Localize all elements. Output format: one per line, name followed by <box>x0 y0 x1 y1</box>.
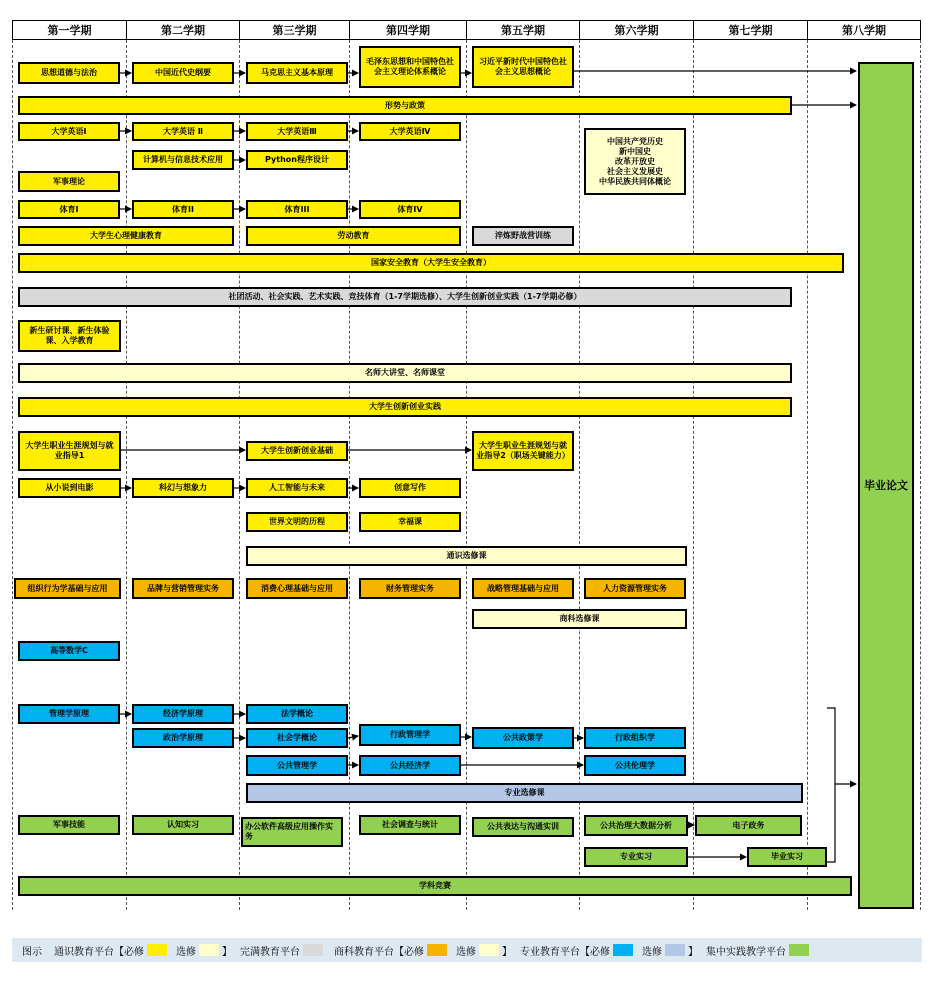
semester-header-6: 第六学期 <box>579 20 694 40</box>
course-brand-marketing: 品牌与营销管理实务 <box>132 578 234 599</box>
course-discipline-contest: 学科竞赛 <box>18 876 852 896</box>
legend-complete: 完满教育平台 <box>240 946 300 958</box>
course-org-behavior: 组织行为学基础与应用 <box>14 578 121 599</box>
course-pe-3: 体育III <box>246 200 348 219</box>
course-pe-1: 体育I <box>18 200 120 219</box>
course-freshman: 新生研讨课、新生体验课、入学教育 <box>18 320 121 352</box>
column-divider <box>126 40 127 910</box>
course-security: 国家安全教育（大学生安全教育） <box>18 253 844 273</box>
course-novel-film: 从小说到电影 <box>18 478 121 498</box>
course-major-elective: 专业选修课 <box>246 783 803 803</box>
legend-business: 商科教育平台【必修 <box>334 946 424 958</box>
legend-label: 图示 <box>22 946 42 958</box>
course-thesis: 毕业论文 <box>858 62 914 909</box>
course-computer: 计算机与信息技术应用 <box>132 150 234 170</box>
course-strategy-mgmt: 战略管理基础与应用 <box>472 578 574 599</box>
legend-swatch-major-elective <box>665 944 685 956</box>
column-divider <box>466 40 467 910</box>
legend-swatch-business-elective <box>479 944 499 956</box>
semester-header-3: 第三学期 <box>239 20 350 40</box>
course-econ-principles: 经济学原理 <box>132 704 234 724</box>
course-grad-intern: 毕业实习 <box>747 847 827 867</box>
course-math-c: 高等数学C <box>18 641 120 661</box>
legend-swatch-general-required <box>147 944 167 956</box>
legend-swatch-complete <box>303 944 323 956</box>
legend-elective-label: 选修 <box>176 946 196 958</box>
semester-header-5: 第五学期 <box>466 20 580 40</box>
semester-header-1: 第一学期 <box>12 20 127 40</box>
course-law-intro: 法学概论 <box>246 704 348 724</box>
legend-elective-label: 选修 <box>456 946 476 958</box>
bracket <box>827 708 835 862</box>
course-jindaishi: 中国近代史纲要 <box>132 62 234 84</box>
course-office-software: 办公软件高级应用操作实务 <box>241 817 343 847</box>
course-hr-mgmt: 人力资源管理实务 <box>584 578 686 599</box>
column-divider <box>239 40 240 910</box>
course-english-1: 大学英语Ⅰ <box>18 122 120 141</box>
course-public-ethics: 公共伦理学 <box>584 755 686 776</box>
legend-elective-label: 选修 <box>642 946 662 958</box>
course-happiness: 幸福课 <box>359 512 461 532</box>
course-innovation-basic: 大学生创新创业基础 <box>246 441 348 461</box>
column-divider <box>12 40 13 910</box>
course-english-4: 大学英语Ⅳ <box>359 122 461 141</box>
legend-bracket: 】 <box>688 946 698 958</box>
course-mental-health: 大学生心理健康教育 <box>18 226 234 246</box>
course-finance-mgmt: 财务管理实务 <box>359 578 461 599</box>
column-divider <box>349 40 350 910</box>
course-pe-4: 体育IV <box>359 200 461 219</box>
course-politics-principles: 政治学原理 <box>132 728 234 748</box>
legend-bracket: 】 <box>222 946 232 958</box>
course-makesi: 马克思主义基本原理 <box>246 62 348 84</box>
semester-header-8: 第八学期 <box>807 20 921 40</box>
course-xigai: 习近平新时代中国特色社会主义思想概论 <box>472 46 574 88</box>
course-e-gov: 电子政务 <box>695 815 802 836</box>
course-sixiang: 思想道德与法治 <box>18 62 120 84</box>
course-admin-org: 行政组织学 <box>584 727 686 749</box>
course-world-civ: 世界文明的历程 <box>246 512 348 532</box>
course-business-elective: 商科选修课 <box>472 609 687 629</box>
course-public-mgmt: 公共管理学 <box>246 755 348 776</box>
legend-bracket: 】 <box>502 946 512 958</box>
legend-swatch-business-required <box>427 944 447 956</box>
course-creative-writing: 创意写作 <box>359 478 461 498</box>
course-english-2: 大学英语 Ⅱ <box>132 122 234 141</box>
course-club: 社团活动、社会实践、艺术实践、竞技体育（1-7学期选修）、大学生创新创业实践（1-7学期必修） <box>18 287 792 307</box>
course-military-skills: 军事技能 <box>18 815 120 835</box>
course-cognition-intern: 认知实习 <box>132 815 234 835</box>
course-history-four: 中国共产党历史 新中国史 改革开放史 社会主义发展史 中华民族共同体概论 <box>584 128 686 195</box>
course-innovation-practice: 大学生创新创业实践 <box>18 397 792 417</box>
semester-header-4: 第四学期 <box>349 20 467 40</box>
course-labor: 劳动教育 <box>246 226 461 246</box>
course-major-intern: 专业实习 <box>584 847 688 867</box>
course-general-elective: 通识选修课 <box>246 546 687 566</box>
legend <box>12 938 922 962</box>
course-scifi: 科幻与想象力 <box>132 478 234 498</box>
legend-swatch-practice <box>789 944 809 956</box>
column-divider <box>807 40 808 910</box>
course-social-survey: 社会调查与统计 <box>359 815 461 835</box>
course-field-training: 淬炼野战营训练 <box>472 226 574 246</box>
course-career-2: 大学生职业生涯规划与就业指导2（职场关键能力） <box>472 431 574 471</box>
legend-swatch-major-required <box>613 944 633 956</box>
column-divider <box>920 40 921 910</box>
course-admin-mgmt: 行政管理学 <box>359 724 461 746</box>
course-public-speaking: 公共表达与沟通实训 <box>472 817 574 837</box>
course-mgmt-principles: 管理学原理 <box>18 704 120 724</box>
legend-major: 专业教育平台【必修 <box>520 946 610 958</box>
course-military-theory: 军事理论 <box>18 171 120 192</box>
course-consumer-psych: 消费心理基础与应用 <box>246 578 348 599</box>
course-python: Python程序设计 <box>246 150 348 170</box>
course-xingshi: 形势与政策 <box>18 96 792 115</box>
semester-header-7: 第七学期 <box>693 20 808 40</box>
legend-swatch-general-elective <box>199 944 219 956</box>
column-divider <box>693 40 694 910</box>
course-public-policy: 公共政策学 <box>472 727 574 749</box>
semester-header-2: 第二学期 <box>126 20 240 40</box>
legend-practice: 集中实践教学平台 <box>706 946 786 958</box>
course-lecture: 名师大讲堂、名师课堂 <box>18 363 792 383</box>
course-ai: 人工智能与未来 <box>246 478 348 498</box>
course-career-1: 大学生职业生涯规划与就业指导1 <box>18 431 121 471</box>
course-maogai: 毛泽东思想和中国特色社会主义理论体系概论 <box>359 46 461 88</box>
course-public-econ: 公共经济学 <box>359 755 461 776</box>
course-english-3: 大学英语Ⅲ <box>246 122 348 141</box>
course-sociology-intro: 社会学概论 <box>246 728 348 748</box>
legend-general: 通识教育平台【必修 <box>54 946 144 958</box>
course-pe-2: 体育II <box>132 200 234 219</box>
course-big-data: 公共治理大数据分析 <box>584 815 688 836</box>
column-divider <box>579 40 580 910</box>
